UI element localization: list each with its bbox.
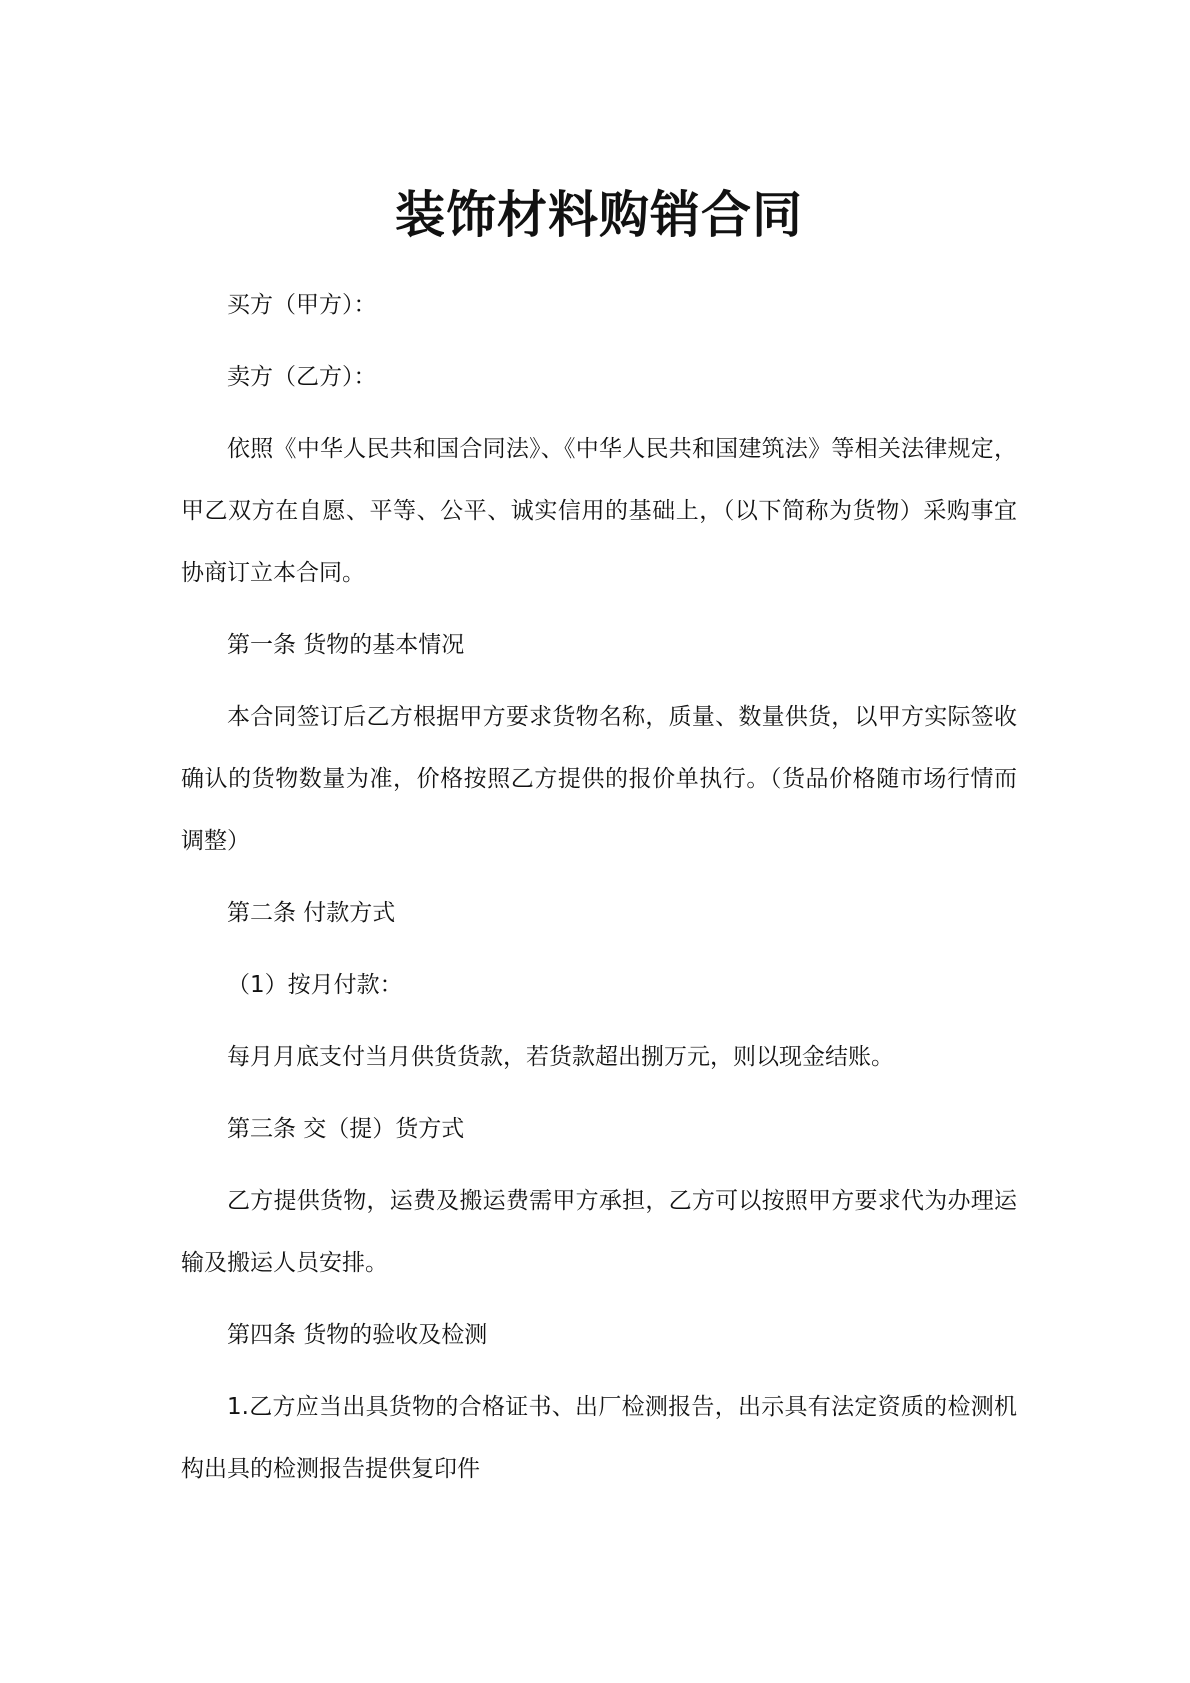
article-1-body: 本合同签订后乙方根据甲方要求货物名称，质量、数量供货，以甲方实际签收确认的货物数量为准，价格按照乙方提供的报价单执行。（货品价格随市场行情而调整） — [181, 704, 1017, 854]
article-4-heading: 第四条 货物的验收及检测 — [227, 1322, 488, 1348]
article-1-heading: 第一条 货物的基本情况 — [227, 632, 465, 658]
article-2-body: 每月月底支付当月供货货款，若货款超出捌万元，则以现金结账。 — [227, 1044, 894, 1070]
article-3-body: 乙方提供货物，运费及搬运费需甲方承担，乙方可以按照甲方要求代为办理运输及搬运人员安排。 — [181, 1188, 1017, 1276]
article-2-item-1: （1）按月付款： — [227, 972, 403, 998]
document-title: 装饰材料购销合同 — [395, 186, 803, 244]
article-3-heading: 第三条 交（提）货方式 — [227, 1116, 465, 1142]
article-2-heading: 第二条 付款方式 — [227, 900, 396, 926]
contract-page — [181, 180, 1017, 1510]
preamble-paragraph: 依照《中华人民共和国合同法》、《中华人民共和国建筑法》等相关法律规定，甲乙双方在自愿、平等、公平、诚实信用的基础上，（以下简称为货物）采购事宜协商订立本合同。 — [181, 436, 1017, 586]
article-4-item-1: 1.乙方应当出具货物的合格证书、出厂检测报告，出示具有法定资质的检测机构出具的检测报告提供复印件 — [181, 1394, 1017, 1482]
seller-line: 卖方（乙方）： — [227, 364, 377, 390]
buyer-line: 买方（甲方）： — [227, 292, 377, 318]
